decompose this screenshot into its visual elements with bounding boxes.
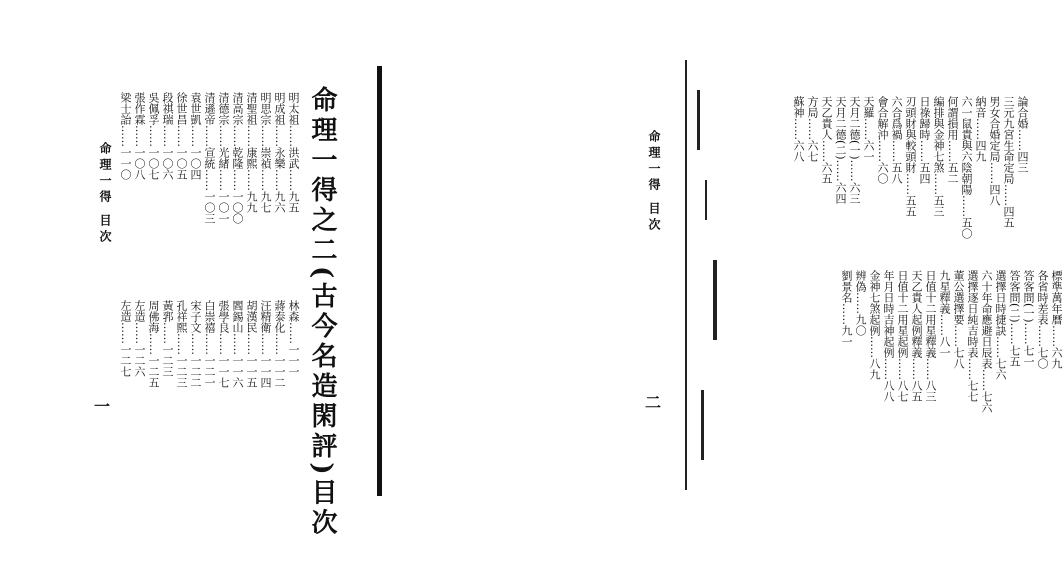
toc-leader-dots: …… — [994, 336, 1007, 358]
running-head-right: 命理一得 目次 — [647, 130, 661, 235]
toc-leader-dots: …… — [910, 358, 923, 380]
toc-entry-page: 一二二 — [189, 355, 202, 388]
toc-entry — [880, 270, 896, 402]
toc-entry-page: 一二三 — [161, 344, 174, 377]
toc-entry-title: 天月二德(二) — [834, 96, 847, 160]
toc-entry-page: 七八 — [952, 347, 965, 369]
toc-entry-page: 八一 — [938, 336, 951, 358]
toc-entry — [215, 300, 231, 388]
toc-entry-page: 六八 — [792, 140, 805, 162]
toc-leader-dots: …… — [175, 333, 188, 355]
toc-entry-title: 金神七煞起例 — [868, 270, 881, 336]
toc-entry-title: 張學良 — [217, 300, 230, 333]
toc-leader-dots: …… — [1022, 322, 1035, 345]
toc-entry-title: 男女合婚定局 — [988, 96, 1001, 162]
toc-entry-page: 六五 — [820, 162, 833, 184]
toc-entry-title: 答客問(一) — [1022, 270, 1035, 323]
toc-leader-dots: …… — [882, 358, 895, 380]
toc-entry — [832, 96, 848, 204]
toc-entry-title: 日祿歸時 — [918, 96, 931, 140]
toc-entry-title: 天乙貴人起例釋義 — [910, 270, 923, 358]
toc-entry — [229, 92, 245, 224]
toc-leader-dots: …… — [980, 369, 993, 391]
toc-entry-page: 六〇 — [876, 162, 889, 184]
toc-leader-dots: …… — [217, 333, 230, 355]
toc-entry-page: 一二七 — [119, 344, 132, 377]
toc-leader-dots: …… — [287, 322, 300, 344]
toc-leader-dots: …… — [273, 169, 286, 191]
folio-left: 一 — [94, 397, 111, 416]
left-page — [0, 0, 382, 561]
toc-entry-title: 林森 — [287, 300, 300, 322]
toc-entry — [874, 96, 890, 184]
toc-entry — [908, 270, 924, 402]
toc-entry — [1048, 270, 1064, 369]
toc-entry-title: 答客問(二) — [1008, 270, 1021, 323]
toc-entry — [944, 96, 960, 184]
toc-entry-page: 一二一 — [203, 355, 216, 388]
toc-leader-dots: …… — [259, 169, 272, 191]
toc-entry — [1000, 96, 1016, 228]
toc-entry — [271, 300, 287, 388]
toc-entry-page: 一〇七 — [147, 147, 160, 180]
toc-entry-title: 清高宗……乾隆 — [231, 92, 244, 169]
toc-leader-dots: …… — [840, 303, 853, 325]
toc-entry-title: 清遜帝……宣統 — [203, 92, 216, 169]
toc-entry — [818, 96, 834, 184]
toc-entry-page: 七〇 — [1036, 347, 1049, 369]
toc-entry — [846, 96, 862, 204]
toc-entry-title: 選擇日時捷訣 — [994, 270, 1007, 336]
toc-entry-title: 辨偽 — [854, 270, 867, 292]
toc-leader-dots: …… — [806, 118, 819, 140]
toc-entry — [173, 300, 189, 388]
toc-entry-page: 七五 — [1008, 344, 1021, 367]
toc-entry-page: 九五 — [287, 191, 300, 213]
scan-edge-marks — [683, 60, 723, 500]
toc-entry-page: 六九 — [1050, 347, 1063, 369]
toc-entry — [860, 96, 876, 162]
toc-entry-page: 六三 — [848, 181, 861, 204]
toc-leader-dots: …… — [918, 140, 931, 162]
toc-leader-dots: …… — [133, 322, 146, 344]
toc-entry-page: 九六 — [273, 191, 286, 213]
toc-entry — [201, 300, 217, 388]
toc-entry-title: 標準萬年曆 — [1050, 270, 1063, 325]
toc-entry — [257, 92, 273, 213]
toc-entry-page: 五〇 — [960, 217, 973, 239]
toc-leader-dots: …… — [792, 118, 805, 140]
toc-leader-dots: …… — [988, 162, 1001, 184]
toc-leader-dots: …… — [189, 125, 202, 147]
toc-entry-title: 論合婚 — [1016, 96, 1029, 129]
toc-entry-page: 八七 — [896, 380, 909, 402]
toc-entry — [958, 96, 974, 239]
toc-entry-title: 徐世昌 — [175, 92, 188, 125]
running-head-left: 命理一得 目次 — [98, 142, 112, 247]
toc-entry-page: 一〇五 — [175, 147, 188, 180]
toc-title: 命理一得之二(古今名造閑評)目次 — [307, 86, 337, 539]
toc-entry — [1020, 270, 1036, 367]
toc-entry-page: 一〇〇 — [231, 191, 244, 224]
toc-entry-page: 七七 — [966, 380, 979, 402]
toc-entry-title: 九星釋義 — [938, 270, 951, 314]
toc-entry — [930, 96, 946, 217]
toc-entry-page: 六一 — [862, 140, 875, 162]
toc-entry-title: 六合爲禍 — [890, 96, 903, 140]
toc-entry-page: 一〇三 — [203, 191, 216, 224]
toc-entry-page: 一一七 — [217, 355, 230, 388]
toc-entry — [271, 92, 287, 213]
toc-entry-title: 各省時差表 — [1036, 270, 1049, 325]
toc-entry-title: 白崇禧 — [203, 300, 216, 333]
toc-entry-page: 五八 — [890, 162, 903, 184]
toc-leader-dots: …… — [133, 125, 146, 147]
toc-leader-dots: …… — [119, 125, 132, 147]
toc-entry — [972, 96, 988, 162]
toc-entry-title: 三元九宮生命定局 — [1002, 96, 1015, 184]
toc-leader-dots: …… — [848, 159, 861, 182]
toc-entry-page: 五五 — [904, 195, 917, 217]
toc-entry-title: 六十年命應避日辰表 — [980, 270, 993, 369]
toc-entry — [1014, 96, 1030, 173]
toc-entry-title: 袁世凱 — [189, 92, 202, 125]
toc-leader-dots: …… — [273, 333, 286, 355]
toc-entry — [838, 270, 854, 347]
toc-entry-title: 蘇神 — [792, 96, 805, 118]
toc-entry-page: 一一一 — [287, 344, 300, 377]
toc-entry-page: 四八 — [988, 184, 1001, 206]
toc-leader-dots: …… — [890, 140, 903, 162]
toc-entry — [888, 96, 904, 184]
toc-leader-dots: …… — [245, 333, 258, 355]
toc-entry — [173, 92, 189, 180]
toc-entry — [243, 92, 259, 213]
toc-entry-page: 一〇八 — [133, 147, 146, 180]
toc-leader-dots: …… — [952, 325, 965, 347]
toc-leader-dots: …… — [231, 333, 244, 355]
toc-leader-dots: …… — [862, 118, 875, 140]
toc-entry-title: 編排與金神七煞 — [932, 96, 945, 173]
folio-right: 二 — [645, 393, 662, 412]
toc-entry — [978, 270, 994, 413]
toc-entry-page: 四五 — [1002, 206, 1015, 228]
toc-leader-dots: …… — [834, 159, 847, 182]
toc-leader-dots: …… — [904, 173, 917, 195]
toc-entry — [992, 270, 1008, 380]
toc-entry-title: 清德宗……光緒 — [217, 92, 230, 169]
toc-entry — [986, 96, 1002, 206]
toc-entry — [215, 92, 231, 224]
toc-entry — [117, 92, 133, 180]
toc-entry-title: 日值十二用星起例 — [896, 270, 909, 358]
toc-entry-title: 胡漢民 — [245, 300, 258, 333]
toc-entry-page: 六七 — [806, 140, 819, 162]
toc-entry — [1034, 270, 1050, 369]
toc-entry-page: 八五 — [910, 380, 923, 402]
toc-entry — [159, 300, 175, 377]
toc-leader-dots: …… — [161, 125, 174, 147]
toc-entry — [117, 300, 133, 377]
toc-entry-title: 段祺瑞 — [161, 92, 174, 125]
toc-leader-dots: …… — [932, 173, 945, 195]
toc-entry-title: 六一鼠貴與六陰朝陽 — [960, 96, 973, 195]
toc-entry-page: 七一 — [1022, 344, 1035, 367]
toc-entry — [866, 270, 882, 380]
toc-entry-title: 孔祥熙 — [175, 300, 188, 333]
toc-entry-title: 會合解沖 — [876, 96, 889, 140]
toc-entry-title: 天月二德(一) — [848, 96, 861, 160]
toc-entry-title: 明思宗……崇禎 — [259, 92, 272, 169]
toc-leader-dots: …… — [820, 140, 833, 162]
toc-entry — [950, 270, 966, 369]
toc-entry-page: 八三 — [924, 380, 937, 402]
toc-entry-page: 五四 — [918, 162, 931, 184]
toc-entry-page: 九七 — [259, 191, 272, 213]
toc-entry-title: 清聖祖……康熙 — [245, 92, 258, 169]
toc-leader-dots: …… — [896, 358, 909, 380]
toc-leader-dots: …… — [876, 140, 889, 162]
toc-entry-title: 左造 — [133, 300, 146, 322]
toc-entry-title: 梁士詒 — [119, 92, 132, 125]
right-page — [382, 0, 1063, 561]
toc-entry — [159, 92, 175, 180]
toc-leader-dots: …… — [161, 322, 174, 344]
toc-leader-dots: …… — [245, 169, 258, 191]
toc-entry-page: 一一〇 — [119, 147, 132, 180]
toc-entry — [187, 92, 203, 180]
toc-leader-dots: …… — [189, 333, 202, 355]
toc-leader-dots: …… — [1036, 325, 1049, 347]
toc-leader-dots: …… — [259, 333, 272, 355]
toc-leader-dots: …… — [231, 169, 244, 191]
toc-leader-dots: …… — [854, 292, 867, 314]
toc-entry-page: 一一五 — [245, 355, 258, 388]
toc-entry-page: 一〇六 — [161, 147, 174, 180]
toc-entry — [145, 92, 161, 180]
toc-entry-title: 天羅 — [862, 96, 875, 118]
toc-leader-dots: …… — [203, 333, 216, 355]
toc-entry — [145, 300, 161, 388]
toc-entry — [804, 96, 820, 162]
toc-entry-title: 周佛海 — [147, 300, 160, 333]
toc-entry — [201, 92, 217, 224]
toc-entry-title: 方局 — [806, 96, 819, 118]
toc-entry-title: 董公選擇要 — [952, 270, 965, 325]
toc-entry-page: 一一二 — [273, 355, 286, 388]
toc-entry-page: 六四 — [834, 181, 847, 204]
toc-entry-page: 一二三 — [175, 355, 188, 388]
toc-entry — [187, 300, 203, 388]
toc-entry-page: 七六 — [980, 391, 993, 413]
toc-entry — [131, 300, 147, 377]
toc-entry-title: 張作霖 — [133, 92, 146, 125]
toc-leader-dots: …… — [147, 333, 160, 355]
toc-entry-title: 宋子文 — [189, 300, 202, 333]
toc-entry-title: 年月日時吉神起例 — [882, 270, 895, 358]
toc-entry — [894, 270, 910, 402]
toc-leader-dots: …… — [1016, 129, 1029, 151]
toc-entry — [229, 300, 245, 388]
toc-entry — [1006, 270, 1022, 367]
toc-leader-dots: …… — [924, 358, 937, 380]
toc-leader-dots: …… — [119, 322, 132, 344]
toc-entry-page: 九〇 — [854, 314, 867, 336]
toc-entry-title: 吳佩孚 — [147, 92, 160, 125]
toc-entry — [257, 300, 273, 388]
toc-leader-dots: …… — [966, 358, 979, 380]
toc-entry-page: 四九 — [974, 140, 987, 162]
toc-leader-dots: …… — [175, 125, 188, 147]
toc-entry — [964, 270, 980, 402]
toc-entry-page: 八九 — [868, 358, 881, 380]
toc-entry-page: 九一 — [840, 325, 853, 347]
toc-leader-dots: …… — [1002, 184, 1015, 206]
toc-entry-title: 天乙貴人 — [820, 96, 833, 140]
toc-leader-dots: …… — [938, 314, 951, 336]
toc-leader-dots: …… — [203, 169, 216, 191]
toc-entry-title: 何謂損用 — [946, 96, 959, 140]
toc-entry-page: 一〇一 — [217, 191, 230, 224]
toc-entry-title: 劉景名 — [840, 270, 853, 303]
toc-leader-dots: …… — [287, 169, 300, 191]
toc-entry-title: 刃頭財與較頭財 — [904, 96, 917, 173]
toc-leader-dots: …… — [946, 140, 959, 162]
toc-entry-title: 閻錫山 — [231, 300, 244, 333]
toc-entry-page: 一〇四 — [189, 147, 202, 180]
toc-entry-title: 日值十二用星釋義 — [924, 270, 937, 358]
toc-leader-dots: …… — [960, 195, 973, 217]
toc-entry-title: 明太祖……洪武 — [287, 92, 300, 169]
toc-entry-title: 汪精衛 — [259, 300, 272, 333]
toc-entry — [852, 270, 868, 336]
toc-entry-title: 蔣泰化 — [273, 300, 286, 333]
toc-entry-page: 一一四 — [259, 355, 272, 388]
toc-entry-page: 一二六 — [133, 344, 146, 377]
toc-entry — [131, 92, 147, 180]
toc-leader-dots: …… — [974, 118, 987, 140]
toc-entry-page: 四三 — [1016, 151, 1029, 173]
toc-leader-dots: …… — [1050, 325, 1063, 347]
toc-entry-title: 選擇逐日純吉時表 — [966, 270, 979, 358]
toc-entry — [902, 96, 918, 217]
toc-entry — [243, 300, 259, 388]
toc-entry-page: 一二五 — [147, 355, 160, 388]
toc-entry — [936, 270, 952, 358]
toc-leader-dots: …… — [147, 125, 160, 147]
toc-entry-page: 五三 — [932, 195, 945, 217]
toc-entry-page: 八八 — [882, 380, 895, 402]
toc-entry — [790, 96, 806, 162]
toc-entry — [285, 92, 301, 213]
toc-leader-dots: …… — [217, 169, 230, 191]
toc-entry — [916, 96, 932, 184]
toc-entry — [922, 270, 938, 402]
toc-leader-dots: …… — [868, 336, 881, 358]
toc-entry-title: 黃郛 — [161, 300, 174, 322]
toc-entry-page: 七六 — [994, 358, 1007, 380]
toc-entry-title: 明成祖……永樂 — [273, 92, 286, 169]
toc-entry-page: 九九 — [245, 191, 258, 213]
toc-leader-dots: …… — [1008, 322, 1021, 345]
toc-entry-title: 左造 — [119, 300, 132, 322]
toc-entry-page: 五二 — [946, 162, 959, 184]
toc-entry-page: 一一六 — [231, 355, 244, 388]
toc-entry — [285, 300, 301, 377]
toc-entry-title: 納音 — [974, 96, 987, 118]
